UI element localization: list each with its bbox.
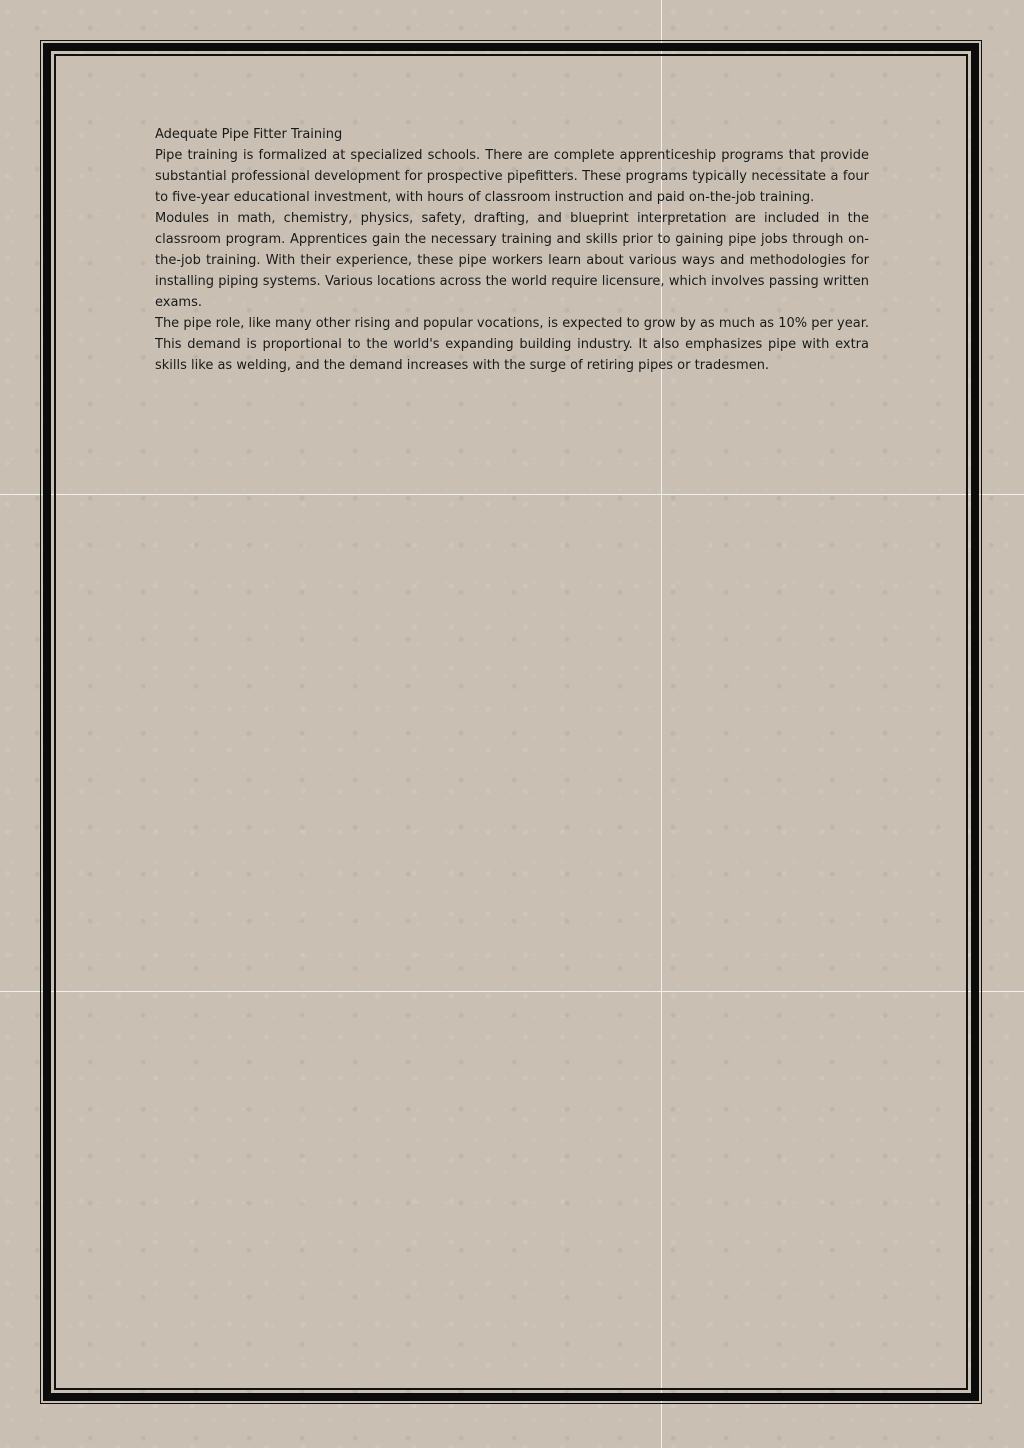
document-heading: Adequate Pipe Fitter Training [155, 127, 343, 142]
paragraph: Modules in math, chemistry, physics, safety, drafting, and blueprint interpretation are included in the classroom program. Apprentices gain the necessary training and skills prior to gaining pipe jobs through on-the-job training. With their experience, these pipe workers learn about various ways and methodologies for installing piping systems. Various locations across the world require licensure, which involves passing written exams. [155, 211, 869, 310]
paragraph: Pipe training is formalized at specialized schools. There are complete apprenticeship programs that provide substantial professional development for prospective pipefitters. These programs typically necessitate a four to five-year educational investment, with hours of classroom instruction and paid on-the-job training. [155, 148, 869, 205]
paragraph: The pipe role, like many other rising and popular vocations, is expected to grow by as much as 10% per year. This demand is proportional to the world's expanding building industry. It also emphasizes pipe with extra skills like as welding, and the demand increases with the surge of retiring pipes or tradesmen. [155, 316, 869, 373]
document-body [155, 124, 869, 376]
